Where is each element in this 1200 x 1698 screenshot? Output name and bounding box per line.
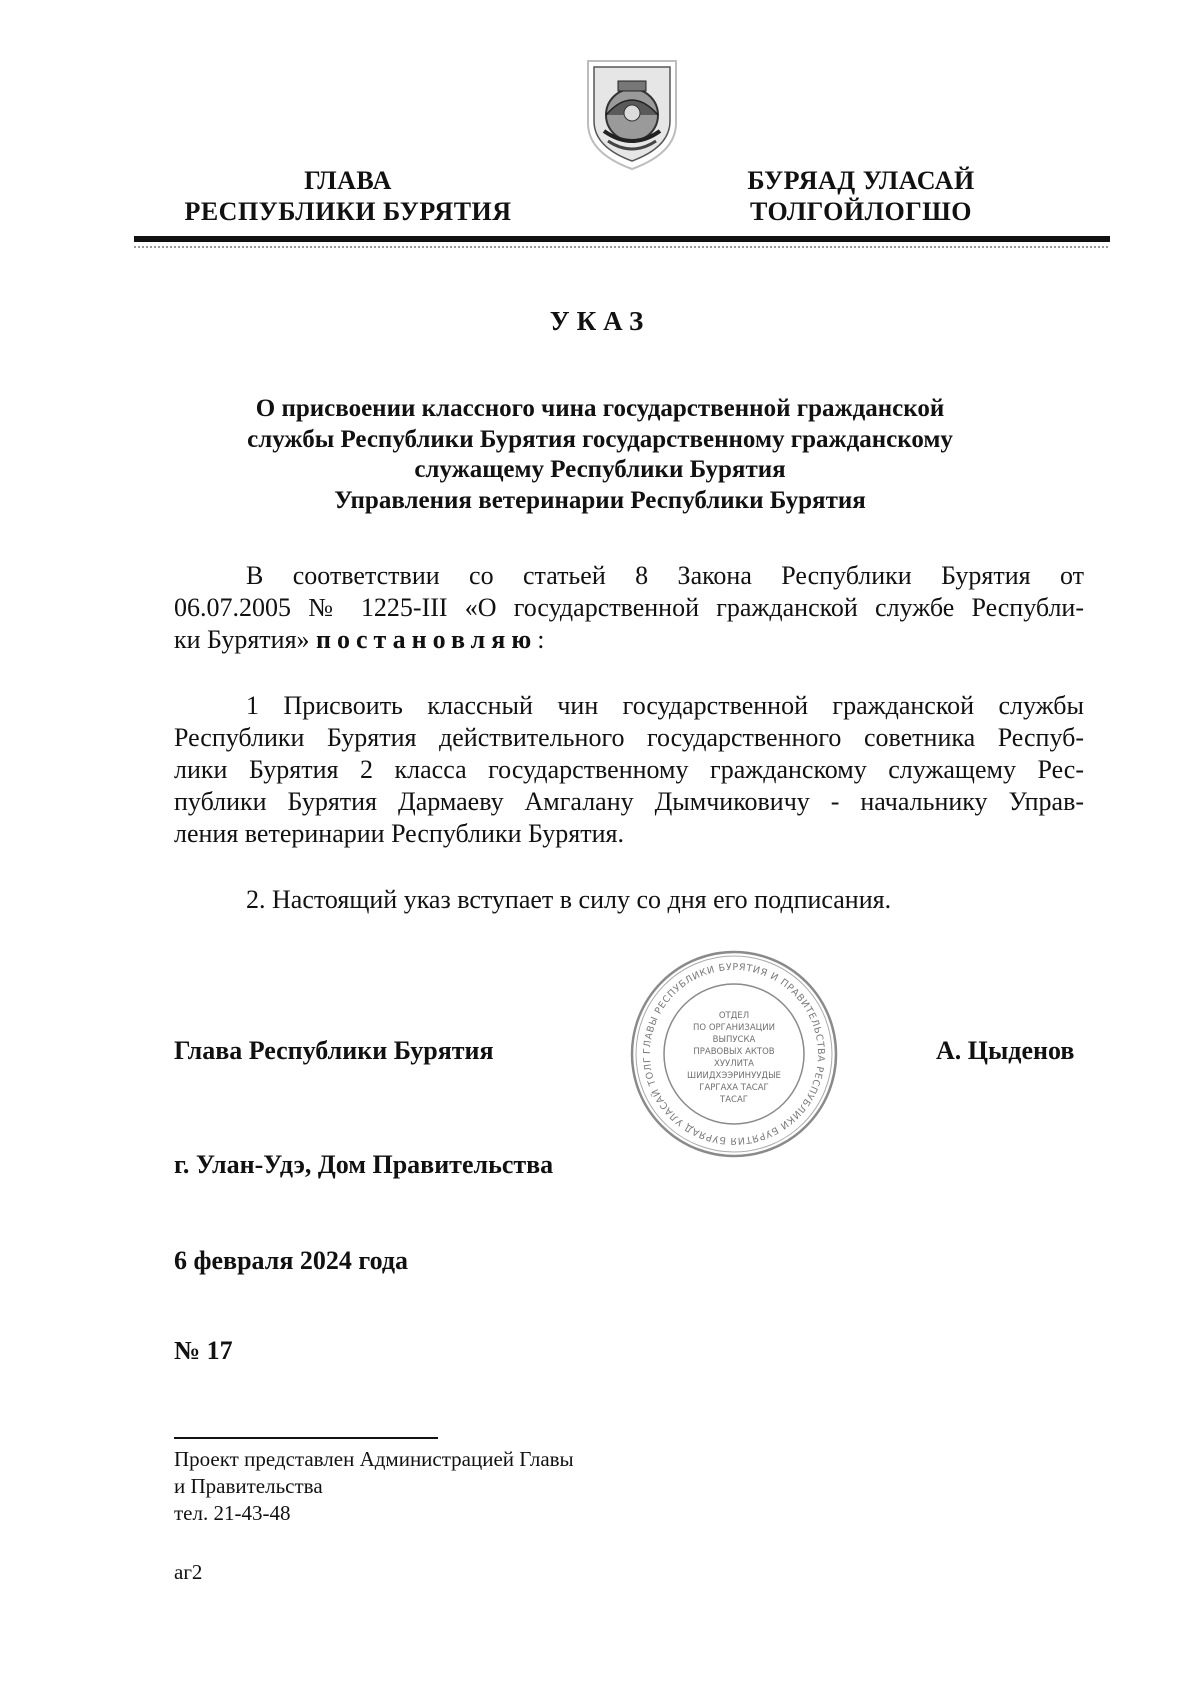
header-right-line1: БУРЯАД УЛАСАЙ [747,166,975,195]
item-2-line: 2. Настоящий указ вступает в силу со дня его подписания. [246,885,892,914]
coat-of-arms-icon [584,57,680,173]
item-1-line: Республики Бурятия действительного государственного советника Респуб- [174,723,1084,752]
document-title: УКАЗ [549,306,651,336]
stamp-inner-line: ПРАВОВЫХ АКТОВ [693,1047,775,1057]
decree-number: № 17 [174,1336,233,1365]
stamp-inner-line: ГАРГАХА ТАСАГ [699,1083,769,1093]
stamp-inner-line: ОТДЕЛ [718,1011,750,1021]
item-1 [174,690,1084,850]
stamp-ring-text: ГЛАВЫ РЕСПУБЛИКИ БУРЯТИЯ И ПРАВИТЕЛЬСТВА РЕСПУБЛИКИ БУРЯТИЯ БУРЯАД УЛАСАЙ ТОЛГ [641,961,827,1147]
subject-line: О присвоении классного чина государственной гражданской [255,395,945,422]
stamp-inner-line: ТАСАГ [720,1095,748,1105]
item-2 [174,884,1084,916]
subject-line: Управления ветеринарии Республики Бурятия [334,486,866,514]
subject-line: службы Республики Бурятия государственному гражданскому [247,425,953,453]
stamp-inner-line: ШИИДХЭЭРИНУУДЫЕ [687,1071,781,1081]
preamble-line: В соответствии со статьей 8 Закона Республики Бурятия от [246,561,1084,590]
document-subject [140,394,1060,516]
item-1-line: 1 Присвоить классный чин государственной гражданской службы [246,691,1084,720]
stamp-inner-line: ХУУЛИТА [714,1059,754,1069]
official-stamp [628,948,840,1160]
decree-word: постановляю [316,625,538,654]
footnote-line: Проект представлен Администрацией Главы [174,1447,574,1471]
subject-line: служащему Республики Бурятия [414,456,786,483]
preamble-line [174,624,1084,656]
footnote [174,1446,574,1527]
item-1-line: публики Бурятия Дармаеву Амгалану Дымчиковичу - начальнику Управ- [174,787,1084,816]
decree-colon: : [537,625,545,654]
header-right-line2: ТОЛГОЙЛОГШО [749,197,973,226]
header-left [132,165,564,227]
preamble-line-text: ки Бурятия» [174,625,310,654]
item-1-line: ления ветеринарии Республики Бурятия. [174,819,624,848]
item-1-line: лики Бурятия 2 класса государственному гражданскому служащему Рес- [174,755,1084,784]
header-left-line1: ГЛАВА [304,166,392,195]
header-right [716,165,1006,227]
signatory-name: А. Цыденов [936,1036,1075,1065]
header-divider [134,236,1110,242]
stamp-inner-line: ВЫПУСКА [712,1035,756,1045]
signing-place: г. Улан-Удэ, Дом Правительства [174,1150,554,1179]
signing-date: 6 февраля 2024 года [174,1246,408,1275]
footnote-phone: тел. 21-43-48 [174,1501,291,1525]
header-left-line2: РЕСПУБЛИКИ БУРЯТИЯ [184,197,512,226]
stamp-inner-line: ПО ОРГАНИЗАЦИИ [693,1023,775,1033]
preamble [174,560,1084,656]
footnote-divider [174,1437,438,1439]
header-divider-dotted [134,246,1110,248]
preamble-line: 06.07.2005 № 1225-III «О государственной гражданской службе Республи- [174,593,1084,622]
document-code: аг2 [174,1560,203,1584]
footnote-line: и Правительства [174,1474,323,1498]
signatory-position: Глава Республики Бурятия [174,1036,494,1065]
